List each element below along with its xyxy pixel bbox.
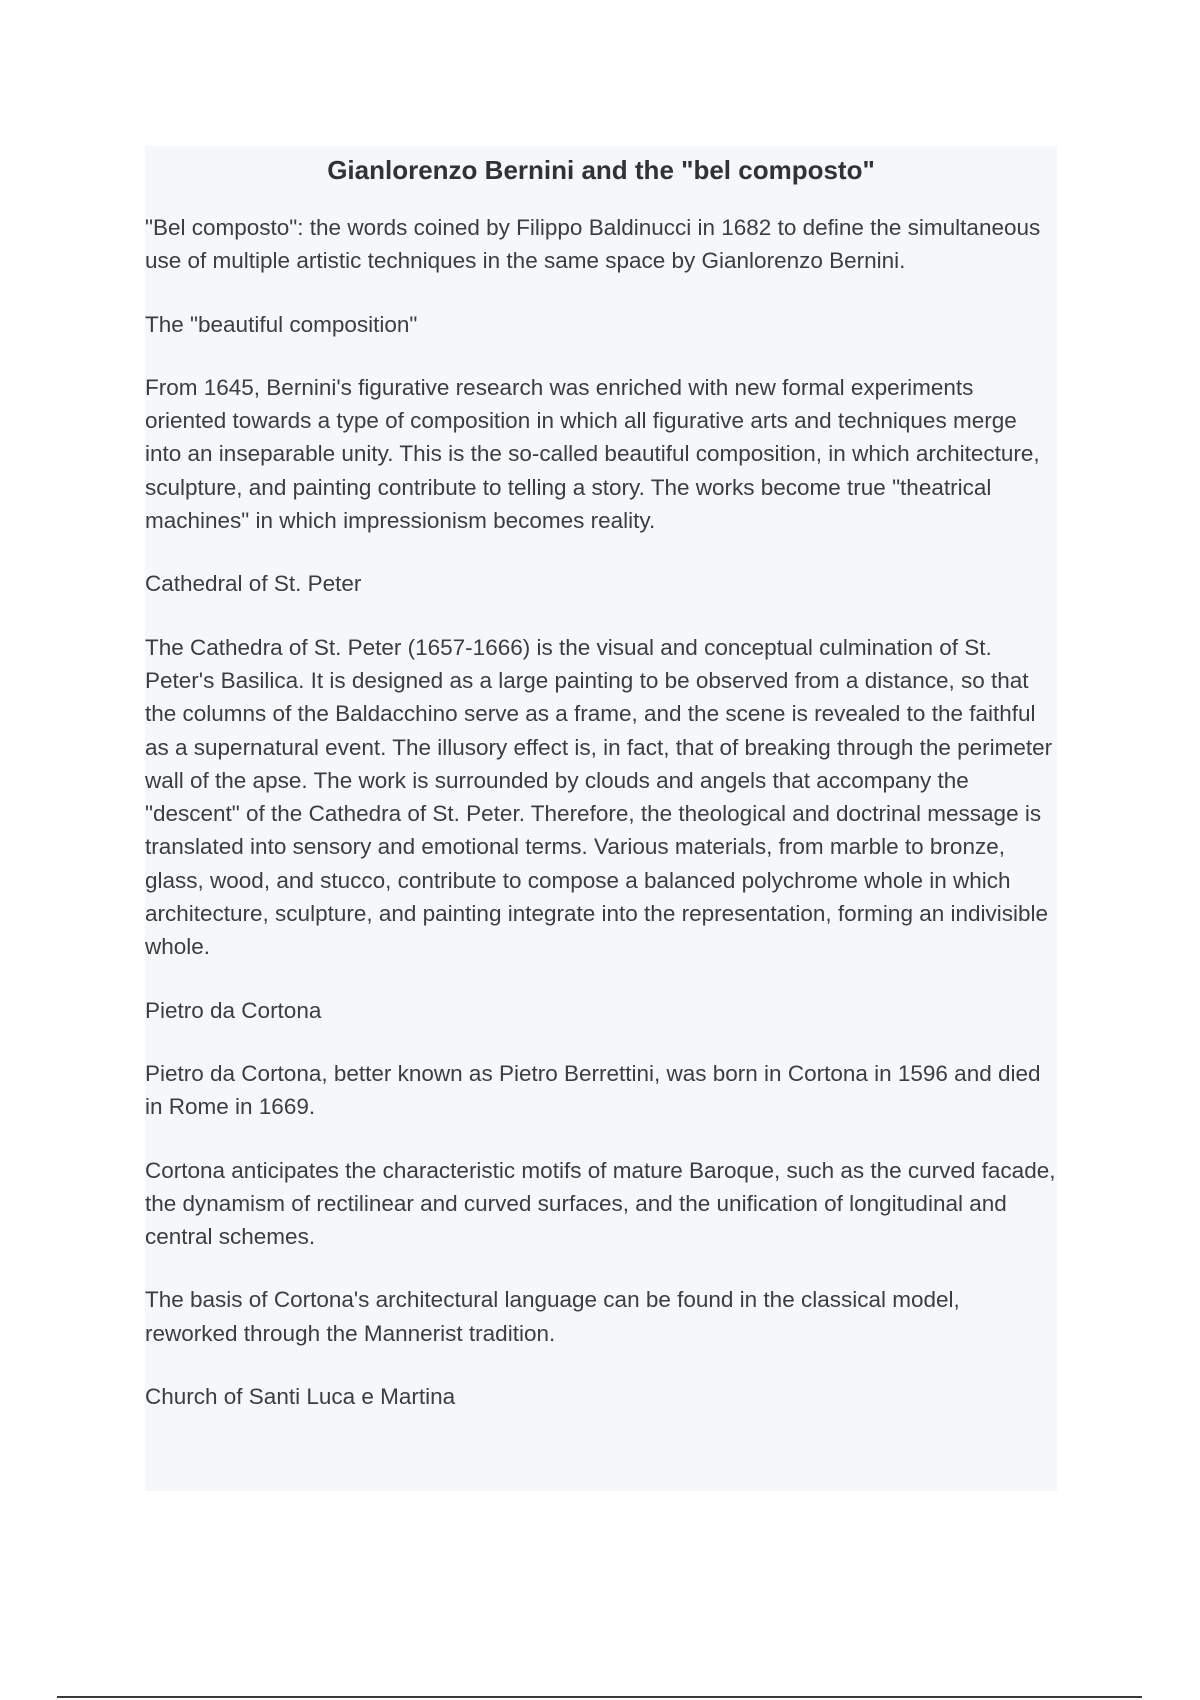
- paragraph-beautiful-composition: From 1645, Bernini's figurative research was enriched with new formal experiments oriented towards a type of composition in which all figurative arts and techniques merge into an inseparable unity. This is the so-called beautiful composition, in which architecture, sculpture, and painting contribute to telling a story. The works become true "theatrical machines" in which impressionism becomes reality.: [145, 374, 1040, 534]
- section-heading-santi-luca-e-martina: Church of Santi Luca e Martina: [145, 1384, 456, 1410]
- section-heading-beautiful-composition: The "beautiful composition": [145, 311, 418, 337]
- paragraph-bel-composto-definition: "Bel composto": the words coined by Filippo Baldinucci in 1682 to define the simultaneous use of multiple artistic techniques in the same space by Gianlorenzo Bernini.: [145, 215, 1041, 274]
- document-title: Gianlorenzo Bernini and the "bel composto": [327, 155, 875, 185]
- document-content: [145, 146, 1057, 1491]
- paragraph-cortona-architectural-language: The basis of Cortona's architectural language can be found in the classical model, reworked through the Mannerist tradition.: [145, 1287, 960, 1346]
- section-heading-cathedral: Cathedral of St. Peter: [145, 571, 362, 597]
- page-bottom-divider: [57, 1696, 1142, 1698]
- paragraph-cortona-biography: Pietro da Cortona, better known as Pietro Berrettini, was born in Cortona in 1596 and died in Rome in 1669.: [145, 1060, 1041, 1120]
- paragraph-cathedral: The Cathedra of St. Peter (1657-1666) is the visual and conceptual culmination of St. Peter's Basilica. It is designed as a large painting to be observed from a distance, so that the columns of the Baldacchino serve as a frame, and the scene is revealed to the faithful as a supernatural event. The illusory effect is, in fact, that of breaking through the perimeter wall of the apse. The work is surrounded by clouds and angels that accompany the "descent" of the Cathedra of St. Peter. Therefore, the theological and doctrinal message is translated into sensory and emotional terms. Various materials, from marble to bronze, glass, wood, and stucco, contribute to compose a balanced polychrome whole in which architecture, sculpture, and painting integrate into the representation, forming an indivisible whole.: [145, 634, 1053, 960]
- paragraph-cortona-baroque-motifs: Cortona anticipates the characteristic motifs of mature Baroque, such as the curved facade, the dynamism of rectilinear and curved surfaces, and the unification of longitudinal and central schemes.: [145, 1157, 1056, 1250]
- section-heading-pietro-da-cortona: Pietro da Cortona: [145, 997, 322, 1023]
